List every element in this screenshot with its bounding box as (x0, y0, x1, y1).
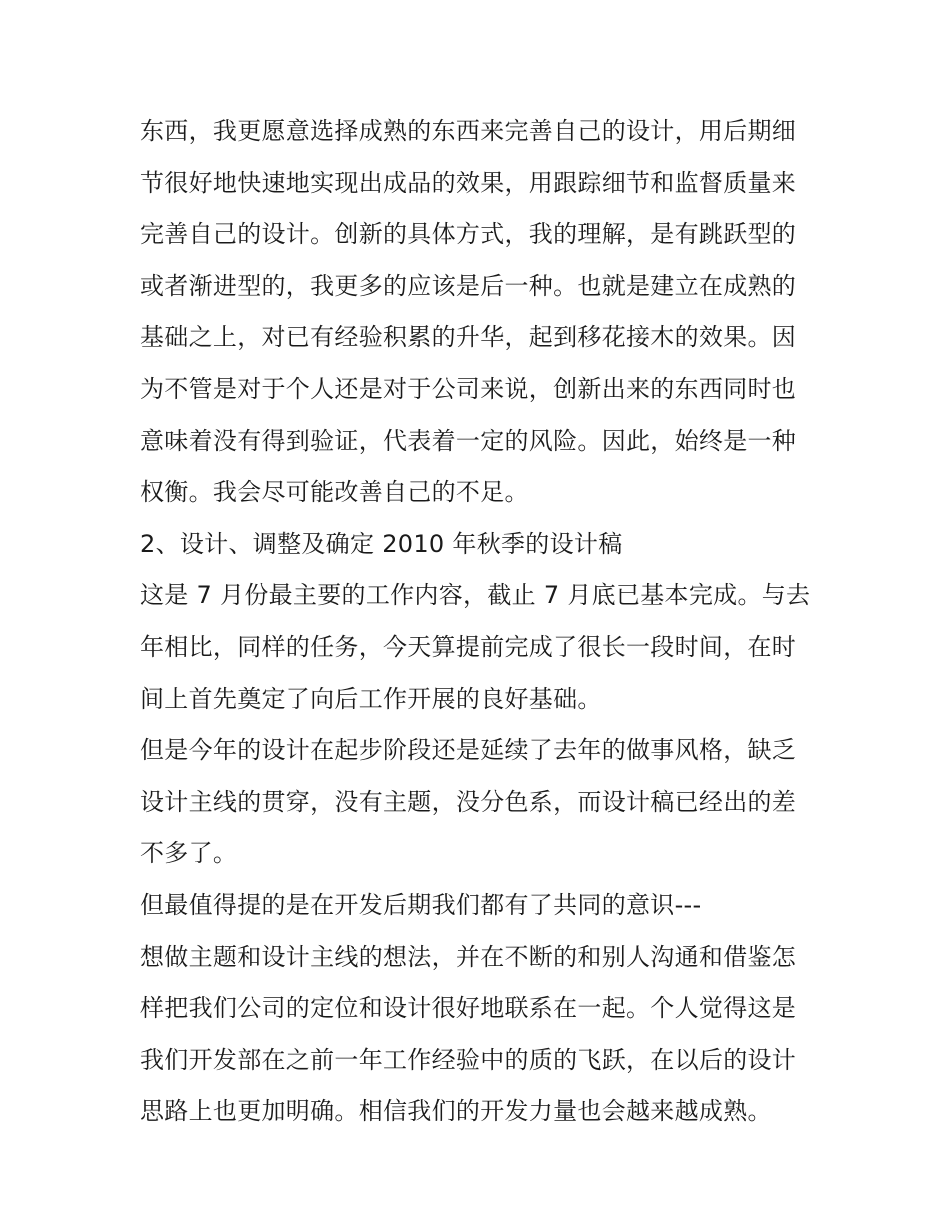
text-line: 节很好地快速地实现出成品的效果，用跟踪细节和监督质量来 (140, 168, 797, 197)
text-line: 意味着没有得到验证，代表着一定的风险。因此，始终是一种 (140, 426, 797, 455)
section-heading: 2、设计、调整及确定 2010 年秋季的设计稿 (140, 529, 623, 558)
text-line: 想做主题和设计主线的想法，并在不断的和别人沟通和借鉴怎 (140, 942, 797, 971)
text-line: 东西，我更愿意选择成熟的东西来完善自己的设计，用后期细 (140, 117, 797, 145)
text-line: 基础之上，对已有经验积累的升华，起到移花接木的效果。因 (140, 323, 797, 352)
text-line: 思路上也更加明确。相信我们的开发力量也会越来越成熟。 (140, 1097, 772, 1126)
text-line: 这是 7 月份最主要的工作内容，截止 7 月底已基本完成。与去 (140, 581, 811, 610)
text-line: 设计主线的贯穿，没有主题，没分色系，而设计稿已经出的差 (140, 787, 797, 816)
text-line: 年相比，同样的任务，今天算提前完成了很长一段时间，在时 (140, 632, 797, 661)
text-line: 完善自己的设计。创新的具体方式，我的理解，是有跳跃型的 (140, 220, 797, 249)
text-line: 权衡。我会尽可能改善自己的不足。 (140, 478, 529, 507)
text-line: 但是今年的设计在起步阶段还是延续了去年的做事风格，缺乏 (140, 736, 797, 765)
text-line: 为不管是对于个人还是对于公司来说，创新出来的东西同时也 (140, 374, 797, 403)
document-body (140, 106, 820, 1138)
text-line: 但最值得提的是在开发后期我们都有了共同的意识--- (140, 890, 702, 919)
text-line: 或者渐进型的，我更多的应该是后一种。也就是建立在成熟的 (140, 271, 797, 300)
text-line: 不多了。 (140, 839, 238, 868)
text-line: 我们开发部在之前一年工作经验中的质的飞跃，在以后的设计 (140, 1045, 797, 1074)
text-line: 样把我们公司的定位和设计很好地联系在一起。个人觉得这是 (140, 994, 797, 1023)
text-line: 间上首先奠定了向后工作开展的良好基础。 (140, 684, 602, 713)
